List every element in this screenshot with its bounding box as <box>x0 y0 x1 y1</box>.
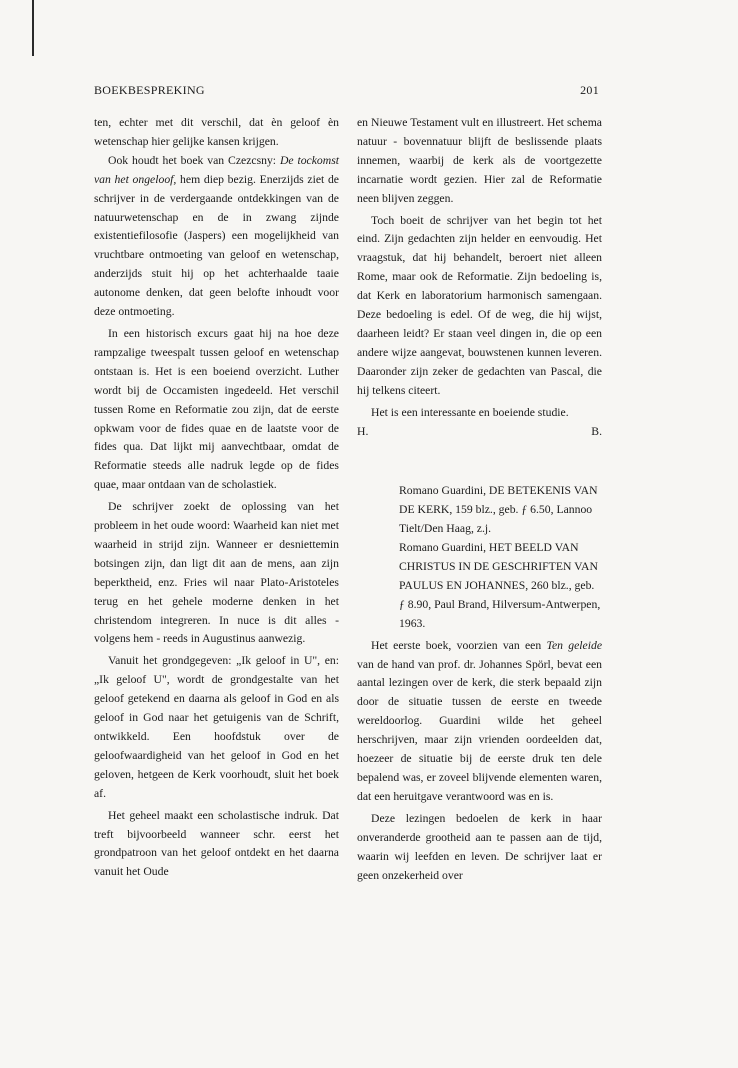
text-run: Ook houdt het boek van Czezcsny: <box>108 153 280 167</box>
paragraph <box>94 152 339 322</box>
text-run: Het eerste boek, voorzien van een <box>371 638 547 652</box>
page-number: 201 <box>580 83 599 97</box>
right-column <box>357 114 602 885</box>
running-header <box>94 83 599 99</box>
paragraph: Deze lezingen bedoelen de kerk in haar onveranderde grootheid aan te passen aan de tijd, waarin wij leefden en leven. De schrijver laat er geen onzekerheid over <box>357 811 602 882</box>
signature-initial-left: H. <box>357 424 369 438</box>
foreword-title: Ten geleide <box>546 638 603 652</box>
header-title: BOEKBESPREKING <box>94 83 205 97</box>
paragraph: De schrijver zoekt de oplossing van het probleem in het oude woord: Waarheid kan niet met waarheid in strijd zijn. Wanneer er desniettemin botsingen zijn, dan ligt dit aan de mens, aan zijn beperktheid, enz. Fries wil naar Plato-Aristoteles terug en het gehele moderne denken in het christendom integreren. In nuce is dit alles - volgens hem - reeds in Augustinus aanwezig. <box>94 500 339 646</box>
paragraph: Het geheel maakt een scholastische indruk. Dat treft bijvoorbeeld wanneer schr. eerst het grondpatroon van het geloof ontdekt en het daarna vanuit het Oude <box>94 808 339 879</box>
section-spacer <box>357 441 602 482</box>
book-reference-block <box>399 482 602 633</box>
paragraph: In een historisch excurs gaat hij na hoe deze rampzalige tweespalt tussen geloof en wetenschap ontstaan is. Het is een boeiend overzicht. Luther wordt bij de Occamisten ingedeeld. Het verschil tussen Rome en Reformatie zou zijn, dat de eerste opkwam voor de fides quae en de laatste voor de fides qua. Dat lijkt mij aanvechtbaar, omdat de Reformatie steeds alle nadruk legde op de fides quae, maar ontdaan van de scholastiek. <box>94 326 339 492</box>
text-run: van de hand van prof. dr. Johannes Spörl, bevat een aantal lezingen over de kerk, die sterk bepaald zijn door de situatie tussen de eerste en tweede wereldoorlog. Guardini wilde het geheel herschrijven, maar zijn vrienden oordeelden dat, hoezeer de situatie bij de eerste druk ten dele bepalend was, er zoveel blijvende elementen waren, dat een heruitgave verantwoord was en is. <box>357 657 602 803</box>
signature-initial-right: B. <box>591 424 602 438</box>
book-reference: Romano Guardini, DE BETEKENIS VAN DE KERK, 159 blz., geb. ƒ 6.50, Lannoo Tielt/Den Haag, z.j. <box>399 484 598 536</box>
paragraph: ten, echter met dit verschil, dat èn geloof èn wetenschap hier gelijke kansen krijgen. <box>94 116 339 148</box>
paragraph: Toch boeit de schrijver van het begin tot het eind. Zijn gedachten zijn helder en eenvoudig. Het vraagstuk, dat hij behandelt, beroert niet alleen Rome, maar ook de Reformatie. Zijn bedoeling is, dat Kerk en laboratorium harmonisch samengaan. Deze bedoeling is edel. Of de weg, die hij wijst, daarheen leidt? Er staan veel dingen in, die op een andere wijze aangevat, bouwstenen kunnen leveren. Daaronder zijn zeker de gedachten van Pascal, die hij telkens citeert. <box>357 213 602 397</box>
paragraph: Het is een interessante en boeiende studie. <box>371 405 569 419</box>
text-run: hem diep bezig. Enerzijds ziet de schrijver in de verdergaande ontdekkingen van de natuurwetenschap en de in zwang zijnde existentiefilosofie (Jaspers) een mogelijkheid van vruchtbare ontmoeting van geloof en wetenschap, anderzijds stuit hij op het achterhaalde taaie autonome denken, dat geen belofte inhoudt voor deze ontmoeting. <box>94 172 339 319</box>
scan-margin-line <box>32 0 34 56</box>
left-column <box>94 114 339 882</box>
book-reference: Romano Guardini, HET BEELD VAN CHRISTUS IN DE GESCHRIFTEN VAN PAULUS EN JOHANNES, 260 blz., geb. ƒ 8.90, Paul Brand, Hilversum-Antwerpen, 1963. <box>399 541 601 630</box>
paragraph: Vanuit het grondgegeven: „Ik geloof in U", en: „Ik geloof U", wordt de grondgestalte van het geloof getekend en daarna als geloof in God en als geloof in God naar het getuigenis van de Schrift, ontwikkeld. Een hoofdstuk over de geloofwaardigheid van het geloof in God en het geloven, hetgeen de Kerk voorhoudt, sluit het boek af. <box>94 654 339 800</box>
paragraph <box>357 637 602 807</box>
book-title: De tockomst van het ongeloof, <box>94 153 339 186</box>
paragraph: en Nieuwe Testament vult en illustreert. Het schema natuur - bovennatuur blijft de beslissende plaats innemen, waarbij de kerk als de voortgezette incarnatie wordt gezien. Hier zal de Reformatie neen blijven zeggen. <box>357 116 602 205</box>
review-signature <box>357 423 602 442</box>
